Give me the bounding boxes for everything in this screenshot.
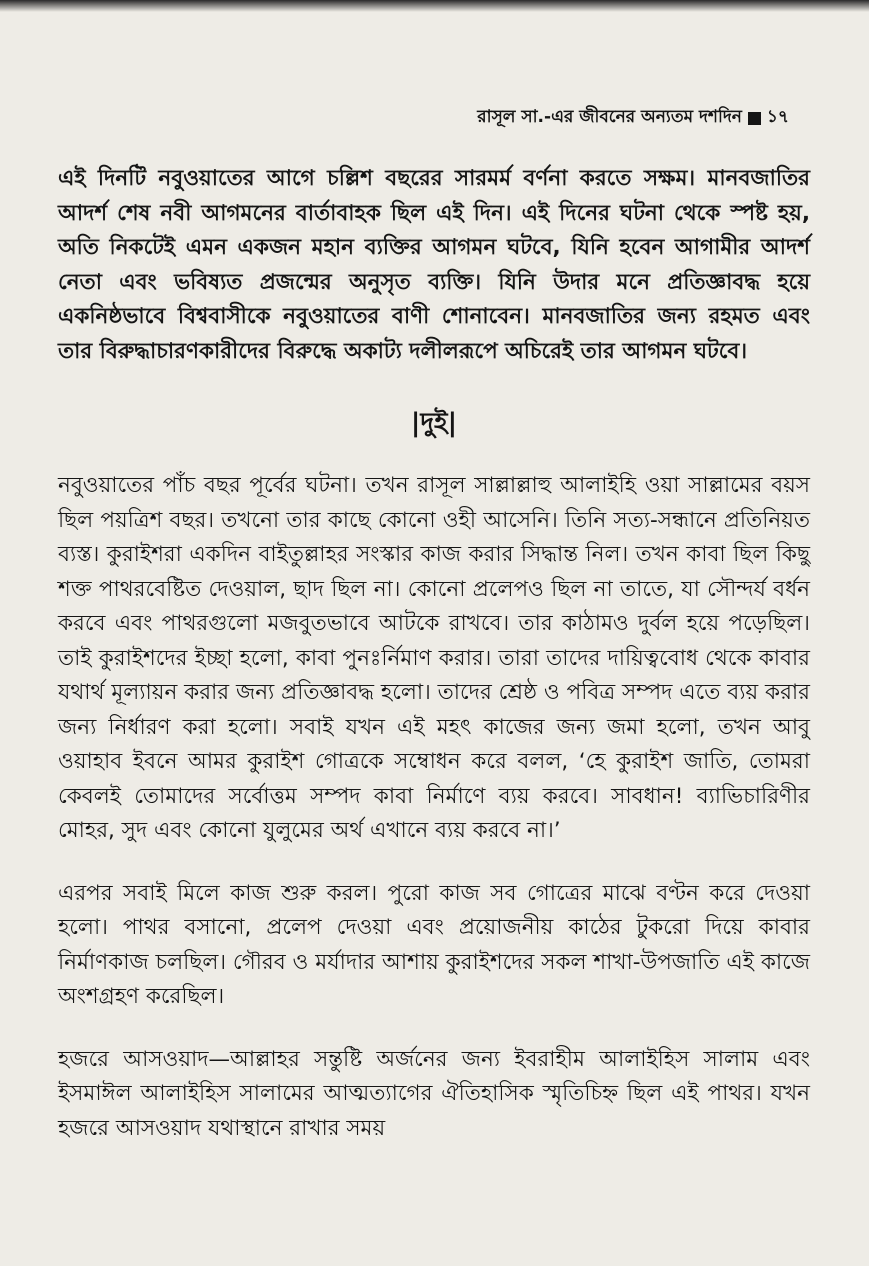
paragraph-black-stone: হজরে আসওয়াদ—আল্লাহর সন্তুষ্টি অর্জনের জন্য ইবরাহীম আলাইহিস সালাম এবং ইসমাঈল আলাইহিস সালামের আত্মত্যাগের ঐতিহাসিক স্মৃতিচিহ্ন ছিল এই পাথর। যখন হজরে আসওয়াদ যথাস্থানে রাখার সময় [58, 1046, 810, 1141]
paragraph-intro: এই দিনটি নবুওয়াতের আগে চল্লিশ বছরের সারমর্ম বর্ণনা করতে সক্ষম। মানবজাতির আদর্শ শেষ নবী আগমনের বার্তাবাহক ছিল এই দিন। এই দিনের ঘটনা থেকে স্পষ্ট হয়, অতি নিকটেই এমন একজন মহান ব্যক্তির আগমন ঘটবে, যিনি হবেন আগামীর আদর্শ নেতা এবং ভবিষ্যত প্রজন্মের অনুসৃত ব্যক্তি। যিনি উদার মনে প্রতিজ্ঞাবদ্ধ হয়ে একনিষ্ঠভাবে বিশ্ববাসীকে নবুওয়াতের বাণী শোনাবেন। মানবজাতির জন্য রহমত এবং তার বিরুদ্ধাচারণকারীদের বিরুদ্ধে অকাট্য দলীলরূপে অচিরেই তার আগমন ঘটবে। [58, 166, 810, 364]
paragraph-kaba-reconstruction: নবুওয়াতের পাঁচ বছর পূর্বের ঘটনা। তখন রাসূল সাল্লাল্লাহু আলাইহি ওয়া সাল্লামের বয়স ছিল পয়ত্রিশ বছর। তখনো তার কাছে কোনো ওহী আসেনি। তিনি সত্য-সন্ধানে প্রতিনিয়ত ব্যস্ত। কুরাইশরা একদিন বাইতুল্লাহর সংস্কার কাজ করার সিদ্ধান্ত নিল। তখন কাবা ছিল কিছু শক্ত পাথরবেষ্টিত দেওয়াল, ছাদ ছিল না। কোনো প্রলেপও ছিল না তাতে, যা সৌন্দর্য বর্ধন করবে এবং পাথরগুলো মজবুতভাবে আটকে রাখবে। তার কাঠামও দুর্বল হয়ে পড়েছিল। তাই কুরাইশদের ইচ্ছা হলো, কাবা পুনঃর্নিমাণ করার। তারা তাদের দায়িত্ববোধ থেকে কাবার যথার্থ মূল্যায়ন করার জন্য প্রতিজ্ঞাবদ্ধ হলো। তাদের শ্রেষ্ঠ ও পবিত্র সম্পদ এতে ব্যয় করার জন্য নির্ধারণ করা হলো। সবাই যখন এই মহৎ কাজের জন্য জমা হলো, তখন আবু ওয়াহাব ইবনে আমর কুরাইশ গোত্রকে সম্বোধন করে বলল, ‘হে কুরাইশ জাতি, তোমরা কেবলই তোমাদের সর্বোত্তম সম্পদ কাবা নির্মাণে ব্যয় করবে। সাবধান! ব্যাভিচারিণীর মোহর, সুদ এবং কোনো যুলুমের অর্থ এখানে ব্যয় করবে না।’ [58, 473, 810, 843]
running-header [477, 104, 789, 132]
running-title: রাসূল সা.-এর জীবনের অন্যতম দশদিন [477, 107, 742, 127]
paragraph-gap [58, 849, 810, 877]
section-heading: |দুই| [410, 408, 458, 438]
paragraph-work-begins: এরপর সবাই মিলে কাজ শুরু করল। পুরো কাজ সব গোত্রের মাঝে বণ্টন করে দেওয়া হলো। পাথর বসানো, প্রলেপ দেওয়া এবং প্রয়োজনীয় কাঠের টুকরো দিয়ে কাবার নির্মাণকাজ চলছিল। গৌরব ও মর্যাদার আশায় কুরাইশদের সকল শাখা-উপজাতি এই কাজে অংশগ্রহণ করেছিল। [58, 880, 810, 1009]
square-bullet-icon [748, 112, 761, 125]
page-number: ১৭ [766, 107, 789, 127]
page-edge-shadow [0, 0, 869, 12]
page-body [58, 162, 810, 1146]
paragraph-gap [58, 1015, 810, 1043]
